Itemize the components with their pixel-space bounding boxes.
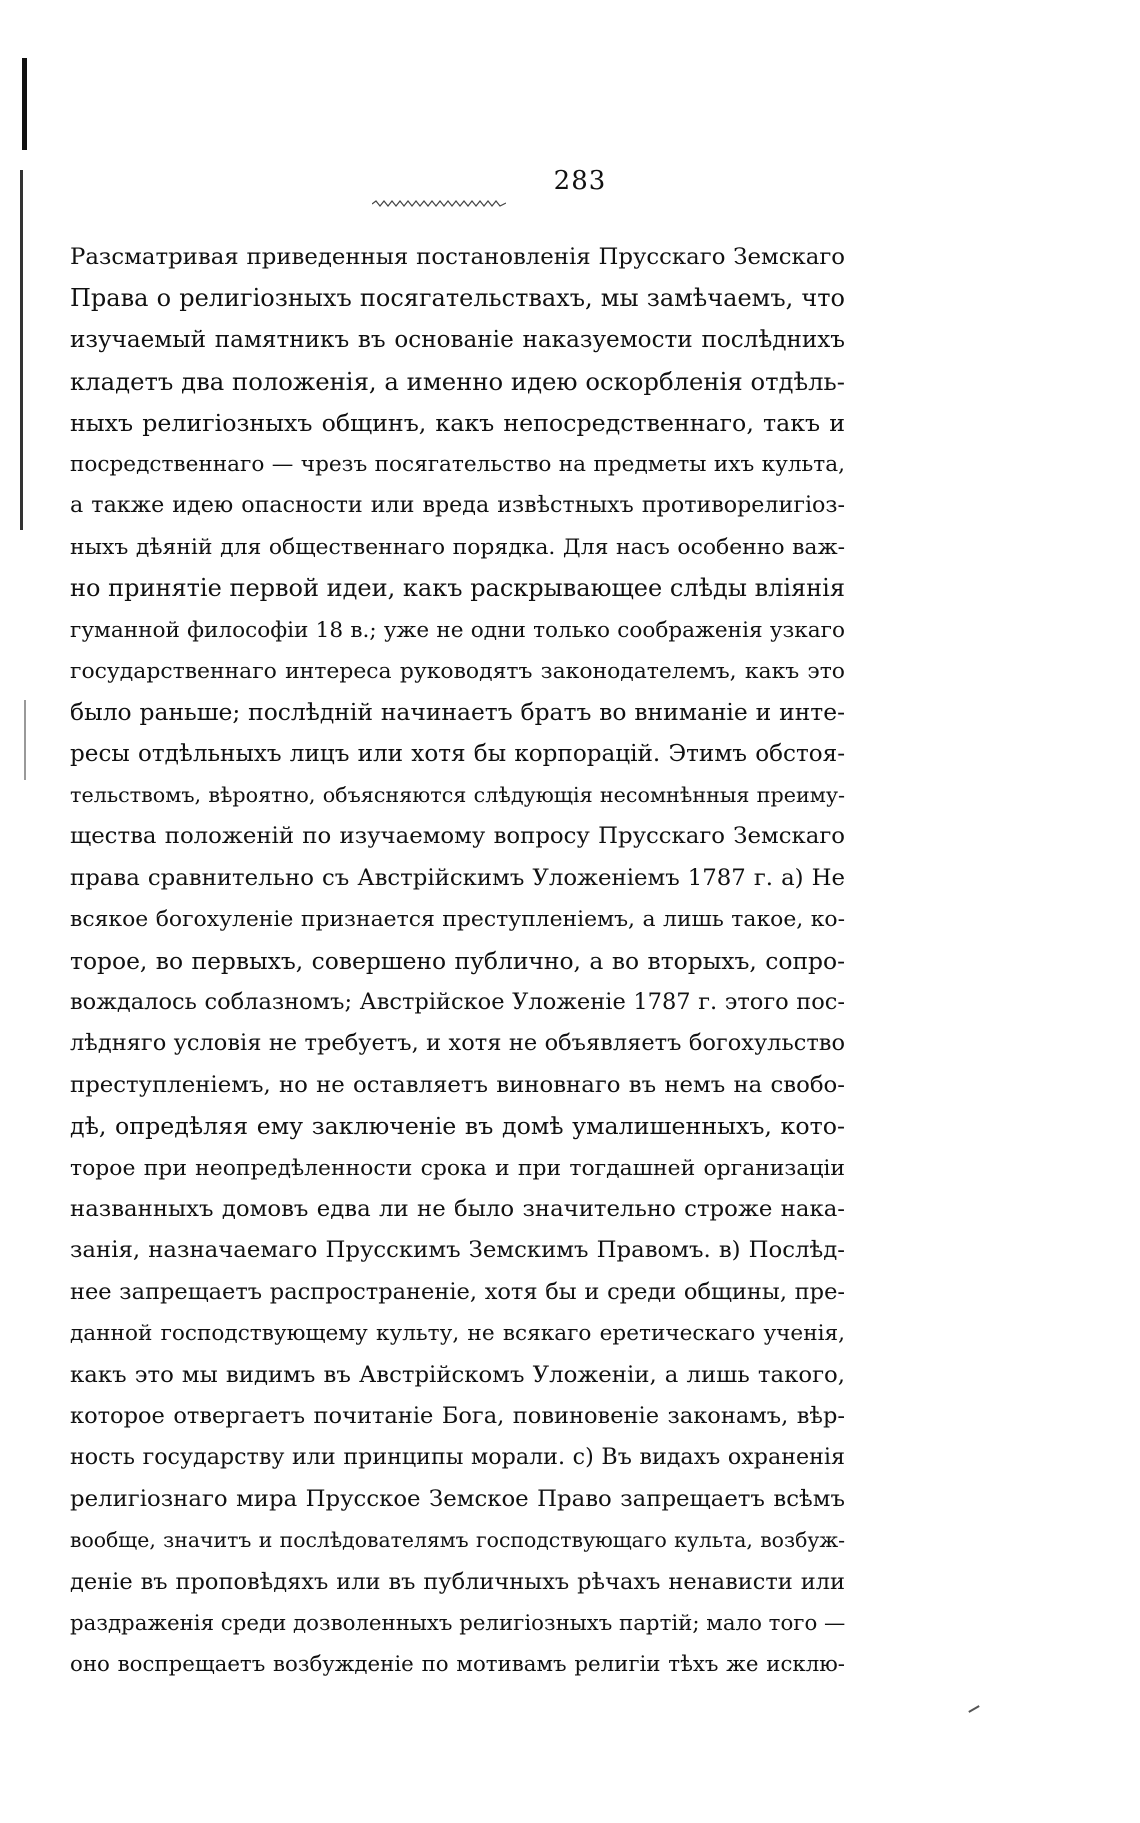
text-line: раздраженія среди дозволенныхъ религіозныхъ партій; мало того — xyxy=(70,1610,845,1636)
text-line: деніе въ проповѣдяхъ или въ публичныхъ рѣчахъ ненависти или xyxy=(70,1568,845,1595)
text-line: было раньше; послѣдній начинаетъ братъ во вниманіе и инте- xyxy=(70,698,845,727)
text-line: Права о религіозныхъ посягательствахъ, мы замѣчаемъ, что xyxy=(70,284,845,313)
page-number: 283 xyxy=(553,166,607,196)
scan-edge-mark xyxy=(22,58,27,150)
text-line: данной господствующему культу, не всякаго еретическаго ученія, xyxy=(70,1321,845,1347)
text-line: которое отвергаетъ почитаніе Бога, повиновеніе законамъ, вѣр- xyxy=(70,1402,845,1429)
text-line: но принятіе первой идеи, какъ раскрывающее слѣды вліянія xyxy=(70,574,845,603)
text-line: торое при неопредѣленности срока и при тогдашней организаціи xyxy=(70,1155,845,1181)
text-line: оно воспрещаетъ возбужденіе по мотивамъ религіи тѣхъ же исклю- xyxy=(70,1652,845,1678)
text-line: Разсматривая приведенныя постановленія Прусскаго Земскаго xyxy=(70,244,845,270)
text-line: дѣ, опредѣляя ему заключеніе въ домѣ умалишенныхъ, кото- xyxy=(70,1112,845,1141)
scan-edge-mark xyxy=(24,700,26,780)
text-line: всякое богохуленіе признается преступленіемъ, а лишь такое, ко- xyxy=(70,907,845,933)
text-line: лѣдняго условія не требуетъ, и хотя не объявляетъ богохульство xyxy=(70,1030,845,1057)
text-line: ныхъ дѣяній для общественнаго порядка. Для насъ особенно важ- xyxy=(70,534,845,560)
text-line: ресы отдѣльныхъ лицъ или хотя бы корпорацій. Этимъ обстоя- xyxy=(70,740,845,767)
text-line: названныхъ домовъ едва ли не было значительно строже нака- xyxy=(70,1195,845,1222)
text-line: религіознаго мира Прусское Земское Право запрещаетъ всѣмъ xyxy=(70,1485,845,1512)
text-line: вождалось соблазномъ; Австрійское Уложеніе 1787 г. этого пос- xyxy=(70,989,845,1016)
text-line: гуманной философіи 18 в.; уже не одни только соображенія узкаго xyxy=(70,617,845,643)
text-line: посредственнаго — чрезъ посягательство на предметы ихъ культа, xyxy=(70,451,845,477)
text-line: права сравнительно съ Австрійскимъ Уложеніемъ 1787 г. а) Не xyxy=(70,864,845,891)
text-line: ность государству или принципы морали. с) Въ видахъ охраненія xyxy=(70,1444,845,1471)
text-line: кладетъ два положенія, а именно идею оскорбленія отдѣль- xyxy=(70,367,845,397)
text-line: ныхъ религіозныхъ общинъ, какъ непосредственнаго, такъ и xyxy=(70,408,845,437)
page-number-ornament-rule xyxy=(372,200,506,208)
text-line: нее запрещаетъ распространеніе, хотя бы и среди общины, пре- xyxy=(70,1278,845,1305)
text-line: изучаемый памятникъ въ основаніе наказуемости послѣднихъ xyxy=(70,326,845,353)
text-line: щества положеній по изучаемому вопросу Прусскаго Земскаго xyxy=(70,823,845,850)
text-line: какъ это мы видимъ въ Австрійскомъ Уложеніи, а лишь такого, xyxy=(70,1361,845,1388)
text-line: вообще, значитъ и послѣдователямъ господствующаго культа, возбуж- xyxy=(70,1528,845,1553)
body-text xyxy=(70,237,845,1686)
text-line: преступленіемъ, но не оставляетъ виновнаго въ немъ на свобо- xyxy=(70,1071,845,1098)
scan-stray-mark xyxy=(968,1705,979,1713)
text-line: торое, во первыхъ, совершено публично, а во вторыхъ, сопро- xyxy=(70,946,845,975)
wavy-rule-line xyxy=(372,201,506,206)
text-line: государственнаго интереса руководятъ законодателемъ, какъ это xyxy=(70,658,845,684)
text-line: а также идею опасности или вреда извѣстныхъ противорелигіоз- xyxy=(70,492,845,519)
text-line: тельствомъ, вѣроятно, объясняются слѣдующія несомнѣнныя преиму- xyxy=(70,783,845,808)
text-line: занія, назначаемаго Прусскимъ Земскимъ Правомъ. в) Послѣд- xyxy=(70,1237,845,1264)
scan-edge-mark xyxy=(20,170,23,530)
